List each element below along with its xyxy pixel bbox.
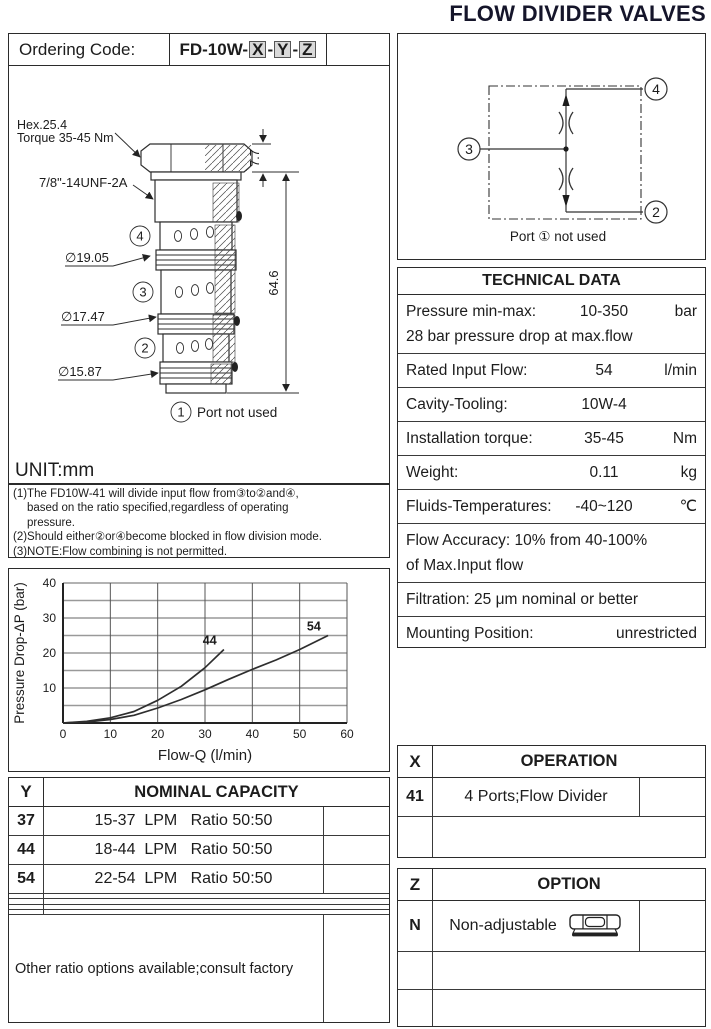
port-4-callout: 4 bbox=[136, 228, 144, 244]
option-rows bbox=[398, 901, 705, 1026]
technical-data-row bbox=[398, 422, 705, 456]
schematic-node bbox=[563, 146, 568, 151]
tech-value: 35-45 bbox=[584, 430, 624, 447]
hex-label: Hex.25.4 bbox=[17, 118, 68, 132]
capacity-empty-cell bbox=[324, 807, 389, 835]
tech-label: Installation torque: bbox=[406, 430, 533, 447]
option-table bbox=[397, 868, 706, 1027]
operation-rows bbox=[398, 778, 705, 857]
note-line: (1)The FD10W-41 will divide input flow from③to②and④, bbox=[13, 488, 299, 500]
ordering-code-label: Ordering Code: bbox=[9, 34, 170, 65]
option-col1-header: Z bbox=[398, 869, 433, 900]
ordering-and-drawing-box bbox=[8, 33, 390, 484]
tech-label: Weight: bbox=[406, 464, 459, 481]
technical-data-row bbox=[398, 456, 705, 490]
hex-plug-icon bbox=[567, 913, 623, 939]
svg-text:Pressure Drop-ΔP (bar): Pressure Drop-ΔP (bar) bbox=[12, 581, 27, 724]
tech-unit: Nm bbox=[672, 430, 697, 447]
dia-15-label: ∅15.87 bbox=[58, 364, 102, 379]
code-table-empty-row bbox=[398, 817, 705, 857]
ordering-code-row bbox=[9, 34, 389, 66]
svg-text:30: 30 bbox=[198, 726, 212, 741]
technical-data-table bbox=[397, 267, 706, 648]
tech-unit: l/min bbox=[664, 362, 697, 379]
torque-label: Torque 35-45 Nm bbox=[17, 131, 114, 145]
capacity-header-row bbox=[9, 778, 389, 807]
capacity-row bbox=[9, 865, 389, 894]
capacity-empty-cell bbox=[324, 836, 389, 864]
svg-text:30: 30 bbox=[42, 610, 56, 625]
tech-value: 54 bbox=[595, 362, 613, 379]
o-ring-seal bbox=[236, 211, 242, 221]
code-table-empty-row bbox=[398, 990, 705, 1027]
svg-text:Flow-Q (l/min): Flow-Q (l/min) bbox=[157, 746, 253, 764]
technical-data-row bbox=[398, 524, 705, 583]
svg-text:0: 0 bbox=[59, 726, 67, 741]
capacity-code: 54 bbox=[9, 865, 44, 893]
flow-chart-svg bbox=[11, 569, 387, 767]
option-header-row bbox=[398, 869, 705, 901]
code-table-empty-row bbox=[398, 952, 705, 990]
svg-text:20: 20 bbox=[42, 645, 56, 660]
ordering-code-letter: X bbox=[249, 41, 266, 58]
capacity-desc: 22-54 LPM Ratio 50:50 bbox=[44, 865, 324, 893]
technical-data-rows bbox=[398, 295, 705, 648]
port-3-callout: 3 bbox=[139, 284, 147, 300]
tech-value: 10-350 bbox=[579, 303, 629, 320]
technical-data-row bbox=[398, 388, 705, 422]
code-table-row bbox=[398, 901, 705, 952]
hydraulic-schematic-box bbox=[397, 33, 706, 260]
capacity-title: NOMINAL CAPACITY bbox=[134, 782, 299, 801]
capacity-rows bbox=[9, 807, 389, 914]
capacity-desc: 18-44 LPM Ratio 50:50 bbox=[44, 836, 324, 864]
port-2-callout: 2 bbox=[141, 340, 149, 356]
operation-header-row bbox=[398, 746, 705, 778]
ordering-code-letter: Z bbox=[299, 41, 315, 58]
code-table-row bbox=[398, 778, 705, 817]
description-cell bbox=[433, 778, 640, 816]
tech-unit: kg bbox=[680, 464, 697, 481]
tech-unit: bar bbox=[674, 303, 697, 320]
schematic-port-3: 3 bbox=[465, 141, 473, 157]
tech-label: Fluids-Temperatures: bbox=[406, 498, 552, 515]
pressure-drop-chart-box bbox=[8, 568, 390, 772]
dia-19-label: ∅19.05 bbox=[65, 250, 109, 265]
svg-text:44: 44 bbox=[202, 632, 217, 647]
tech-label: Flow Accuracy: 10% from 40-100% bbox=[406, 532, 648, 549]
technical-data-row bbox=[398, 295, 705, 354]
technical-data-row bbox=[398, 583, 705, 617]
svg-text:60: 60 bbox=[340, 726, 354, 741]
capacity-empty-cell bbox=[324, 865, 389, 893]
tech-value: 10W-4 bbox=[581, 396, 627, 413]
flow-arrow-up bbox=[562, 94, 569, 106]
dim-hex-height: 7.7 bbox=[248, 149, 262, 167]
schematic-port-2: 2 bbox=[652, 204, 660, 220]
valve-drawing bbox=[9, 65, 391, 465]
svg-text:50: 50 bbox=[292, 726, 307, 741]
code-cell: 41 bbox=[398, 778, 433, 816]
ordering-code-empty-cell bbox=[327, 34, 389, 65]
capacity-desc: 15-37 LPM Ratio 50:50 bbox=[44, 807, 324, 835]
option-title: OPTION bbox=[537, 875, 601, 893]
tech-label: Mounting Position: bbox=[406, 625, 534, 642]
code-cell: N bbox=[398, 901, 433, 951]
technical-data-row bbox=[398, 617, 705, 648]
svg-text:10: 10 bbox=[103, 726, 118, 741]
port-1-callout: 1 bbox=[177, 404, 185, 420]
capacity-footer-text: Other ratio options available;consult factory bbox=[9, 915, 324, 1022]
schematic-caption: Port ① not used bbox=[509, 229, 607, 244]
svg-text:40: 40 bbox=[245, 726, 260, 741]
tech-label: Cavity-Tooling: bbox=[406, 396, 508, 413]
tech-label: Rated Input Flow: bbox=[406, 362, 528, 379]
ordering-code-value: FD-10W- X - Y - Z bbox=[170, 34, 327, 65]
technical-data-row bbox=[398, 490, 705, 524]
dim-body-length: 64.6 bbox=[266, 270, 281, 296]
tech-extra-line: 28 bar pressure drop at max.flow bbox=[406, 328, 633, 345]
capacity-row bbox=[9, 807, 389, 836]
tech-value: 0.11 bbox=[589, 464, 619, 481]
tech-label: Pressure min-max: bbox=[406, 303, 537, 320]
tech-extra-line: of Max.Input flow bbox=[406, 557, 524, 574]
flow-chart bbox=[11, 569, 387, 772]
operation-col1-header: X bbox=[398, 746, 433, 777]
technical-data-title: TECHNICAL DATA bbox=[398, 268, 705, 295]
description-cell bbox=[433, 901, 640, 951]
tech-unit bbox=[647, 392, 697, 417]
capacity-code: 44 bbox=[9, 836, 44, 864]
tech-value: -40~120 bbox=[575, 498, 633, 515]
thread-label: 7/8"-14UNF-2A bbox=[39, 175, 128, 190]
flow-arrow-down bbox=[562, 195, 569, 207]
note-line: (3)NOTE:Flow combining is not permitted. bbox=[13, 545, 228, 558]
svg-text:40: 40 bbox=[42, 575, 56, 590]
svg-text:20: 20 bbox=[150, 726, 165, 741]
capacity-col1-header: Y bbox=[9, 778, 44, 806]
ordering-code-letter: Y bbox=[274, 41, 291, 58]
note-line: based on the ratio specified,regardless of operating bbox=[27, 502, 289, 515]
capacity-code: 37 bbox=[9, 807, 44, 835]
capacity-row bbox=[9, 836, 389, 865]
tech-unit: ℃ bbox=[679, 498, 697, 515]
schematic-port-4: 4 bbox=[652, 81, 660, 97]
port-not-used-label: Port not used bbox=[197, 405, 278, 420]
svg-text:54: 54 bbox=[306, 618, 321, 633]
technical-data-row bbox=[398, 354, 705, 388]
note-line: (2)Should either②or④become blocked in flow division mode. bbox=[13, 531, 322, 544]
description-text: 4 Ports;Flow Divider bbox=[464, 788, 608, 805]
tech-value: unrestricted bbox=[616, 625, 697, 642]
operation-table bbox=[397, 745, 706, 858]
note-line: pressure. bbox=[27, 516, 75, 529]
dia-17-label: ∅17.47 bbox=[61, 309, 105, 324]
operation-title: OPERATION bbox=[520, 752, 618, 770]
svg-text:10: 10 bbox=[42, 680, 56, 695]
nominal-capacity-table bbox=[8, 777, 390, 1023]
description-text: Non-adjustable bbox=[449, 917, 557, 934]
tech-label: Filtration: 25 μm nominal or better bbox=[406, 591, 639, 608]
unit-label: UNIT:mm bbox=[15, 460, 95, 481]
hydraulic-schematic bbox=[398, 34, 704, 258]
capacity-footer-row bbox=[9, 914, 389, 1022]
page-title: FLOW DIVIDER VALVES bbox=[449, 1, 706, 26]
notes-box bbox=[8, 484, 390, 558]
series-curve-54 bbox=[63, 632, 328, 723]
